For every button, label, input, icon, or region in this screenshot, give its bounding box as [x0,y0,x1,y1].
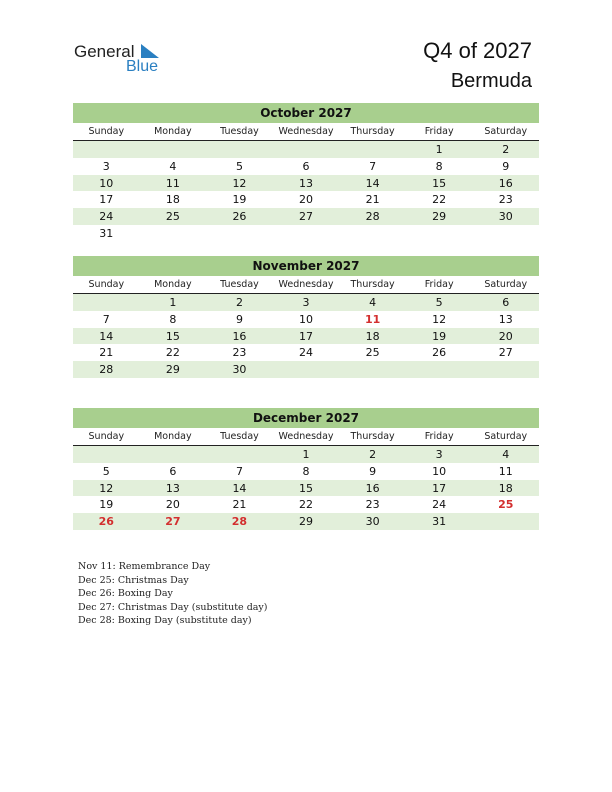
week-row [73,208,539,225]
date-cell: 31 [99,226,114,240]
date-cell [472,225,539,242]
date-cell: 29 [432,210,447,224]
date-cell: 19 [99,498,114,512]
date-cell [472,513,539,530]
date-cell: 12 [99,481,114,495]
date-cell [140,446,207,463]
date-cell [339,361,406,378]
date-cell: 30 [232,363,247,377]
holiday-date-cell: 25 [498,498,514,512]
month-calendar [73,408,539,530]
region-name: Bermuda [450,70,532,92]
weekday-label: Tuesday [220,279,259,290]
date-cell: 4 [369,296,377,309]
date-cell: 10 [299,312,314,326]
weekday-label: Wednesday [278,279,334,290]
date-cell: 5 [235,159,243,173]
date-cell: 18 [365,329,380,343]
date-cell [273,225,340,242]
week-row [73,158,539,175]
weekday-label: Sunday [88,126,125,137]
date-cell: 26 [232,210,247,224]
date-cell [73,141,140,158]
date-cell: 24 [99,210,114,224]
date-cell: 6 [302,159,310,173]
week-row [73,311,539,328]
date-cell: 15 [165,329,180,343]
week-row [73,496,539,513]
month-header: October 2027 [73,103,539,123]
week-row [73,361,539,378]
date-cell: 14 [365,176,380,190]
date-cell: 8 [169,312,177,326]
date-cell: 20 [498,329,513,343]
date-cell: 12 [432,312,447,326]
logo-blue-text: Blue [126,58,159,75]
month-header: November 2027 [73,256,539,276]
date-cell: 11 [165,176,180,190]
date-cell: 1 [435,143,443,156]
date-cell [406,225,473,242]
weekday-header-row [73,123,539,141]
date-cell: 21 [232,498,247,512]
date-cell: 16 [232,329,247,343]
date-cell: 20 [299,193,314,207]
weekday-label: Wednesday [278,126,334,137]
date-cell: 10 [432,464,447,478]
date-cell [406,361,473,378]
date-cell: 23 [365,498,380,512]
date-cell [206,141,273,158]
date-cell: 23 [232,346,247,360]
date-cell: 9 [502,159,510,173]
holiday-list-item: Dec 26: Boxing Day [78,588,173,599]
date-cell: 12 [232,176,247,190]
date-cell: 17 [432,481,447,495]
weekday-label: Tuesday [220,126,259,137]
weekday-label: Friday [424,431,454,442]
date-cell: 9 [235,312,243,326]
date-cell: 24 [299,346,314,360]
holiday-list-item: Dec 28: Boxing Day (substitute day) [78,615,252,626]
date-cell: 22 [165,346,180,360]
date-cell [206,225,273,242]
date-cell: 17 [99,193,114,207]
weekday-label: Sunday [88,431,125,442]
date-cell: 14 [232,481,247,495]
date-cell: 29 [299,515,314,529]
holiday-date-cell: 11 [364,312,381,326]
logo-triangle-icon [141,44,159,60]
date-cell: 17 [299,329,314,343]
date-cell: 13 [299,176,314,190]
week-row [73,463,539,480]
date-cell: 10 [99,176,114,190]
weekday-label: Saturday [484,431,528,442]
date-cell: 21 [99,346,114,360]
date-cell: 15 [299,481,314,495]
holiday-list-item: Dec 25: Christmas Day [78,574,189,586]
weekday-label: Wednesday [278,431,334,442]
date-cell: 22 [299,498,314,512]
date-cell: 3 [435,448,443,461]
month-calendar [73,103,539,242]
date-cell: 25 [165,210,180,224]
holiday-list-item: Dec 27: Christmas Day (substitute day) [78,601,268,613]
date-cell: 25 [365,346,380,360]
week-row [73,328,539,345]
weekday-header-row [73,276,539,294]
weekday-label: Friday [424,126,454,137]
date-cell: 3 [302,296,310,309]
date-cell: 2 [502,143,510,156]
date-cell [73,294,140,311]
week-row [73,175,539,192]
holiday-date-cell: 26 [98,515,114,529]
date-cell: 8 [435,159,443,173]
holiday-list [78,560,268,628]
month-calendar [73,256,539,378]
date-cell: 21 [365,193,380,207]
date-cell: 18 [498,481,513,495]
weekday-label: Saturday [484,126,528,137]
holiday-date-cell: 27 [165,515,181,529]
date-cell: 30 [498,210,513,224]
date-cell: 3 [102,159,110,173]
date-cell: 7 [369,159,377,173]
date-cell [273,141,340,158]
date-cell [73,446,140,463]
date-cell: 16 [498,176,513,190]
date-cell [140,141,207,158]
date-cell [339,141,406,158]
week-row [73,480,539,497]
date-cell: 31 [432,515,447,529]
date-cell: 5 [102,464,110,478]
week-row [73,225,539,242]
date-cell: 30 [365,515,380,529]
date-cell: 6 [502,296,510,309]
date-cell: 24 [432,498,447,512]
date-cell: 2 [235,296,243,309]
weekday-label: Monday [154,279,192,290]
date-cell: 7 [235,464,243,478]
date-cell: 4 [169,159,177,173]
date-cell: 28 [365,210,380,224]
date-cell [273,361,340,378]
date-cell: 28 [99,363,114,377]
weekday-label: Sunday [88,279,125,290]
date-cell: 20 [165,498,180,512]
week-row [73,446,539,463]
week-row [73,294,539,311]
date-cell: 9 [369,464,377,478]
weekday-label: Monday [154,431,192,442]
date-cell: 26 [432,346,447,360]
date-cell: 13 [165,481,180,495]
weekday-label: Saturday [484,279,528,290]
date-cell: 27 [299,210,314,224]
date-cell: 1 [302,448,310,461]
month-header: December 2027 [73,408,539,428]
date-cell: 1 [169,296,177,309]
date-cell [339,225,406,242]
date-cell: 5 [435,296,443,309]
date-cell: 18 [165,193,180,207]
date-cell: 15 [432,176,447,190]
date-cell: 7 [102,312,110,326]
week-row [73,344,539,361]
date-cell: 22 [432,193,447,207]
date-cell [206,446,273,463]
weekday-label: Thursday [350,279,395,290]
date-cell [472,361,539,378]
date-cell: 11 [498,464,513,478]
weekday-label: Friday [424,279,454,290]
page-title: Q4 of 2027 [423,38,532,63]
logo-general-text: General [74,42,135,61]
date-cell: 27 [498,346,513,360]
logo [74,42,174,78]
date-cell: 4 [502,448,510,461]
weekday-label: Thursday [350,431,395,442]
week-row [73,191,539,208]
weekday-header-row [73,428,539,446]
week-row [73,513,539,530]
date-cell [140,225,207,242]
weekday-label: Tuesday [220,431,259,442]
date-cell: 23 [498,193,513,207]
date-cell: 19 [232,193,247,207]
date-cell: 14 [99,329,114,343]
date-cell: 16 [365,481,380,495]
holiday-date-cell: 28 [231,515,248,529]
weekday-label: Monday [154,126,192,137]
date-cell: 19 [432,329,447,343]
date-cell: 13 [498,312,513,326]
week-row [73,141,539,158]
date-cell: 8 [302,464,310,478]
date-cell: 29 [165,363,180,377]
weekday-label: Thursday [350,126,395,137]
date-cell: 6 [169,464,177,478]
holiday-list-item: Nov 11: Remembrance Day [78,561,211,572]
date-cell: 2 [369,448,377,461]
